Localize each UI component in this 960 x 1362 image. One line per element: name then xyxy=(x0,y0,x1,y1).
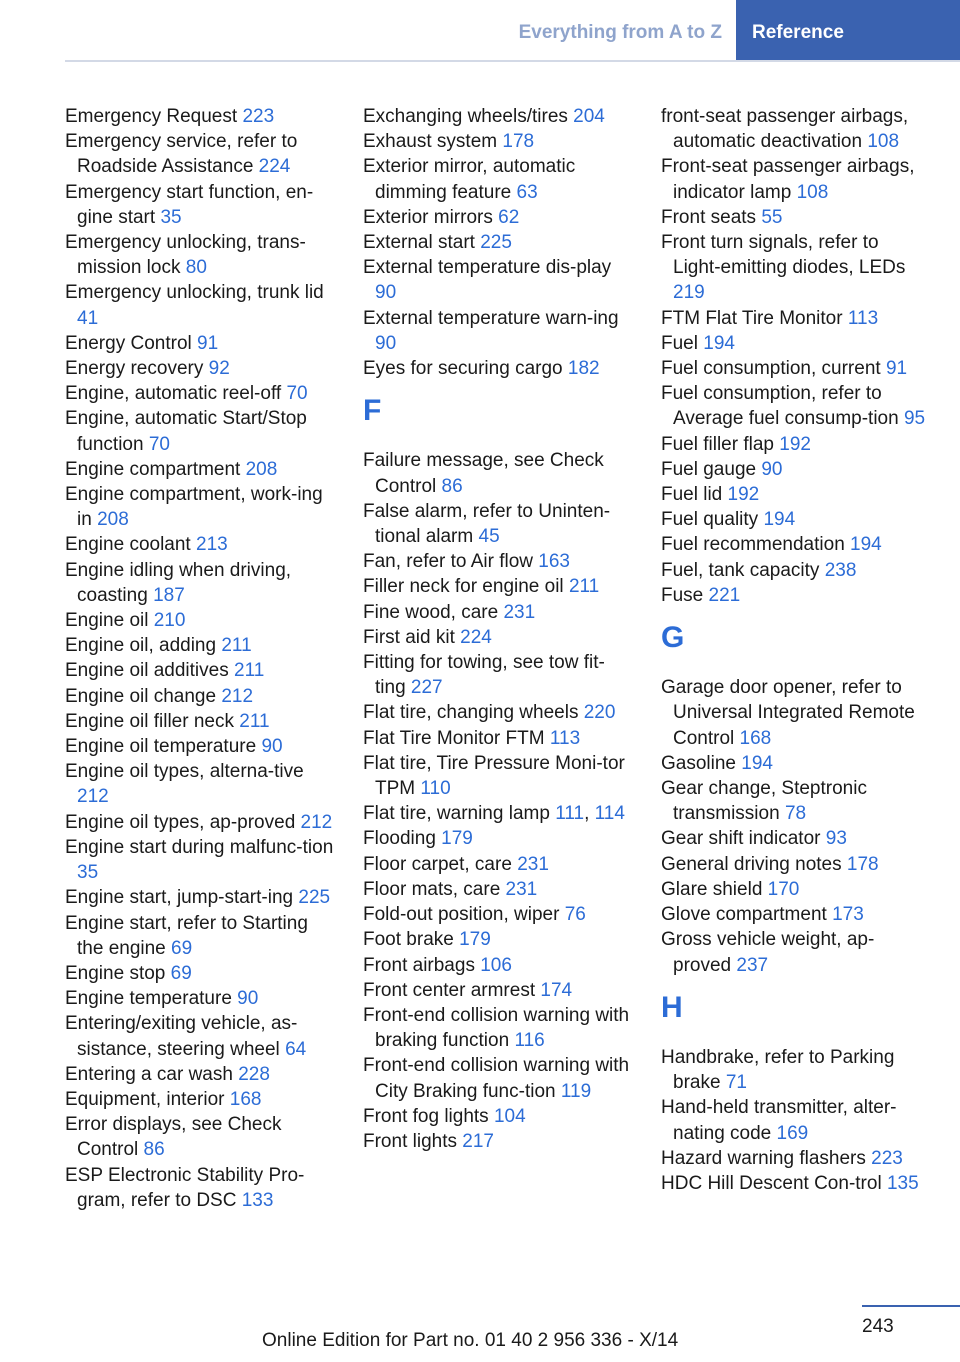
index-term: Front-end collision warning with braking function xyxy=(363,1004,630,1052)
footer-rule xyxy=(862,1305,960,1307)
index-entry xyxy=(65,482,335,532)
page-link[interactable]: 178 xyxy=(502,131,535,153)
index-term: FTM Flat Tire Monitor xyxy=(661,307,843,329)
page-link[interactable]: 228 xyxy=(238,1063,270,1085)
index-entry xyxy=(363,751,633,801)
index-entry xyxy=(363,574,633,599)
index-entry xyxy=(661,205,931,230)
page-link[interactable]: 62 xyxy=(498,206,520,228)
page-link[interactable]: 113 xyxy=(549,727,581,749)
page-link[interactable]: 80 xyxy=(185,257,207,279)
index-entry xyxy=(661,826,931,851)
page-link[interactable]: 111 xyxy=(555,803,585,825)
index-term: Fine wood, care xyxy=(363,601,499,623)
index-entry xyxy=(65,457,335,482)
index-term: Handbrake, refer to Parking brake xyxy=(661,1046,895,1094)
edition-footer: Online Edition for Part no. 01 40 2 956 336 - X/14 xyxy=(262,1330,679,1351)
index-term: Flat tire, warning lamp xyxy=(363,803,550,825)
index-entry xyxy=(661,902,931,927)
index-entry xyxy=(363,953,633,978)
page-link[interactable]: 224 xyxy=(460,626,492,648)
index-entry xyxy=(363,1053,633,1103)
index-entry xyxy=(65,1062,335,1087)
index-term: ESP Electronic Stability Pro-gram, refer to DSC xyxy=(65,1164,305,1211)
page-link[interactable]: 192 xyxy=(779,433,811,455)
page-link[interactable]: 35 xyxy=(77,862,99,884)
page-link[interactable]: 70 xyxy=(286,383,308,405)
index-term: Flat Tire Monitor FTM xyxy=(363,727,545,749)
index-term: Emergency unlocking, trunk lid xyxy=(65,282,324,304)
index-entry xyxy=(363,726,633,751)
page-link[interactable]: 212 xyxy=(221,685,254,707)
index-column-3 xyxy=(661,104,931,1196)
page-link[interactable]: 113 xyxy=(847,307,879,329)
index-entry xyxy=(65,684,335,709)
index-entry xyxy=(65,1163,335,1213)
index-term: Glare shield xyxy=(661,878,763,900)
page-link[interactable]: 70 xyxy=(148,433,170,455)
index-entry xyxy=(363,448,633,498)
page-link[interactable]: 110 xyxy=(420,778,451,800)
page-link[interactable]: 211 xyxy=(234,660,265,682)
page-link[interactable]: 220 xyxy=(583,702,616,724)
index-term: Front-end collision warning with City Braking func-tion xyxy=(363,1055,630,1102)
index-entry xyxy=(363,205,633,230)
index-term: Fuel quality xyxy=(661,509,759,531)
index-term: Fuse xyxy=(661,584,704,606)
page-link[interactable]: 86 xyxy=(441,475,463,497)
index-term: Emergency start function, en-gine start xyxy=(65,181,314,228)
page-link[interactable]: 64 xyxy=(285,1038,307,1060)
index-entry xyxy=(363,978,633,1003)
index-entry xyxy=(65,129,335,179)
index-term: Engine compartment xyxy=(65,458,241,480)
index-entry xyxy=(661,457,931,482)
page-link[interactable]: 179 xyxy=(441,828,473,850)
index-entry xyxy=(65,911,335,961)
page-link[interactable]: 55 xyxy=(761,206,783,228)
index-term: Engine, automatic Start/Stop function xyxy=(65,408,307,455)
page-link[interactable]: 90 xyxy=(237,988,259,1010)
index-entry xyxy=(363,356,633,381)
index-entry xyxy=(65,608,335,633)
page-link[interactable]: 173 xyxy=(832,904,864,926)
page-link[interactable]: 211 xyxy=(239,710,270,732)
index-entry xyxy=(661,1095,931,1145)
page-link[interactable]: 92 xyxy=(208,358,230,380)
page-link[interactable]: 178 xyxy=(846,853,879,875)
index-term: Fuel lid xyxy=(661,484,723,506)
index-entry xyxy=(363,927,633,952)
page-link[interactable]: 212 xyxy=(77,786,109,808)
page-link[interactable]: 69 xyxy=(170,962,192,984)
page-link[interactable]: 227 xyxy=(410,677,443,699)
index-term: Front airbags xyxy=(363,954,475,976)
index-entry xyxy=(65,180,335,230)
page-link[interactable]: 211 xyxy=(221,635,252,657)
page-link[interactable]: 213 xyxy=(196,534,228,556)
index-term: Front seats xyxy=(661,206,757,228)
index-term: Foot brake xyxy=(363,929,454,951)
page-link[interactable]: 45 xyxy=(478,526,500,548)
page-link[interactable]: 119 xyxy=(560,1080,592,1102)
index-entry xyxy=(363,154,633,204)
page-link[interactable]: 108 xyxy=(867,131,900,153)
index-entry: Flat tire, warning lamp 111, 114 xyxy=(363,803,625,825)
index-entry xyxy=(661,751,931,776)
page-link[interactable]: 114 xyxy=(594,803,625,825)
index-entry xyxy=(363,625,633,650)
page-link[interactable]: 238 xyxy=(824,559,857,581)
index-entry xyxy=(65,734,335,759)
index-term: Exterior mirrors xyxy=(363,206,493,228)
index-term: Failure message, see Check Control xyxy=(363,450,604,497)
page-link[interactable]: 217 xyxy=(462,1130,494,1152)
index-term: First aid kit xyxy=(363,626,455,648)
index-entry xyxy=(65,759,335,809)
index-term: Gross vehicle weight, ap-proved xyxy=(661,929,875,976)
index-entry xyxy=(65,381,335,406)
page-link[interactable]: 41 xyxy=(77,307,99,329)
index-term: Equipment, interior xyxy=(65,1088,225,1110)
index-entry xyxy=(65,810,335,835)
index-term: Engine oil temperature xyxy=(65,736,257,758)
chapter-tab[interactable]: Reference xyxy=(736,0,960,62)
index-term: Front turn signals, refer to Light-emitting diodes, LEDs xyxy=(661,232,906,279)
page-link[interactable]: 169 xyxy=(776,1122,809,1144)
index-term: Engine compartment, work-ing in xyxy=(65,484,323,531)
index-term: Error displays, see Check Control xyxy=(65,1114,282,1161)
page-link[interactable]: 231 xyxy=(503,601,536,623)
index-entry xyxy=(661,776,931,826)
page-link[interactable]: 90 xyxy=(761,458,783,480)
page-link[interactable]: 208 xyxy=(245,458,278,480)
index-term: Engine oil additives xyxy=(65,660,229,682)
index-entry xyxy=(661,927,931,977)
index-term: Emergency unlocking, trans-mission lock xyxy=(65,232,306,279)
index-entry xyxy=(661,306,931,331)
page-link[interactable]: 182 xyxy=(567,358,600,380)
page-link[interactable]: 192 xyxy=(727,484,760,506)
index-entry xyxy=(65,406,335,456)
page-link[interactable]: 225 xyxy=(298,887,331,909)
index-term: Flat tire, Tire Pressure Moni-tor TPM xyxy=(363,752,625,800)
index-entry xyxy=(661,583,931,608)
index-entry xyxy=(363,902,633,927)
index-term: Gear change, Steptronic transmission xyxy=(661,778,867,825)
index-entry xyxy=(661,432,931,457)
index-term: Exterior mirror, automatic dimming feature xyxy=(363,156,576,203)
page-link[interactable]: 194 xyxy=(741,752,773,774)
index-term: Engine oil types, alterna-tive xyxy=(65,761,304,783)
page-link[interactable]: 174 xyxy=(540,979,573,1001)
index-term: Fuel filler flap xyxy=(661,433,774,455)
page-link[interactable]: 187 xyxy=(153,584,185,606)
index-entry xyxy=(661,558,931,583)
index-term: Energy recovery xyxy=(65,358,204,380)
index-entry xyxy=(65,280,335,330)
index-term: Entering a car wash xyxy=(65,1063,233,1085)
index-entry xyxy=(661,381,931,431)
page-link[interactable]: 91 xyxy=(197,332,219,354)
page-link[interactable]: 86 xyxy=(143,1139,165,1161)
index-term: Engine oil xyxy=(65,610,149,632)
page-number: 243 xyxy=(862,1316,894,1337)
index-term: Fuel gauge xyxy=(661,458,757,480)
index-term: Engine start, refer to Starting the engine xyxy=(65,912,308,959)
page-link[interactable]: 210 xyxy=(153,610,186,632)
page-link[interactable]: 106 xyxy=(480,954,512,976)
index-entry xyxy=(363,600,633,625)
page-header xyxy=(0,0,960,62)
section-title: Everything from A to Z xyxy=(518,22,722,43)
index-entry xyxy=(65,709,335,734)
index-entry xyxy=(363,255,633,305)
index-term: Fuel consumption, refer to Average fuel consump-tion xyxy=(661,383,899,430)
page-link[interactable]: 108 xyxy=(796,181,829,203)
index-entry xyxy=(65,835,335,885)
index-entry xyxy=(65,986,335,1011)
index-column-1 xyxy=(65,104,335,1213)
index-entry xyxy=(363,129,633,154)
page-link[interactable]: 95 xyxy=(903,408,926,430)
index-entry xyxy=(363,1003,633,1053)
index-term: Energy Control xyxy=(65,332,192,354)
page-link[interactable]: 237 xyxy=(736,954,769,976)
index-entry xyxy=(363,230,633,255)
page-link[interactable]: 90 xyxy=(261,736,283,758)
page-link[interactable]: 211 xyxy=(568,576,600,598)
index-term: Front-seat passenger airbags, indicator lamp xyxy=(661,156,915,203)
index-entry xyxy=(661,154,931,204)
index-term: Floor carpet, care xyxy=(363,853,512,875)
index-entry xyxy=(661,877,931,902)
header-rule xyxy=(65,60,960,62)
index-entry xyxy=(661,482,931,507)
index-term: Gasoline xyxy=(661,752,736,774)
index-term: front-seat passenger airbags, automatic deactivation xyxy=(661,106,909,153)
index-entry xyxy=(661,1171,931,1196)
page-link[interactable]: 116 xyxy=(514,1030,545,1052)
index-term: Flooding xyxy=(363,828,436,850)
index-term: General driving notes xyxy=(661,853,842,875)
page-link[interactable]: 194 xyxy=(850,534,882,556)
index-entry xyxy=(661,230,931,306)
index-term: Emergency Request xyxy=(65,106,238,127)
index-entry xyxy=(661,1146,931,1171)
index-term: Emergency service, refer to Roadside Assistance xyxy=(65,131,298,178)
index-letter-heading: G xyxy=(661,621,685,655)
index-letter-heading: F xyxy=(363,394,382,428)
page-link[interactable]: 163 xyxy=(538,551,570,573)
page-link[interactable]: 69 xyxy=(171,937,193,959)
index-entry xyxy=(363,1129,633,1154)
index-entry xyxy=(661,104,931,154)
index-term: Fuel xyxy=(661,332,698,354)
index-term: External start xyxy=(363,232,475,254)
index-term: Engine, automatic reel-off xyxy=(65,383,282,405)
index-entry xyxy=(65,558,335,608)
index-term: External temperature warn-ing xyxy=(363,307,619,329)
index-term: Hazard warning flashers xyxy=(661,1147,866,1169)
index-entry xyxy=(65,1087,335,1112)
index-term: Front lights xyxy=(363,1130,457,1152)
index-term: Fan, refer to Air flow xyxy=(363,551,534,573)
index-term: Hand-held transmitter, alter-nating code xyxy=(661,1097,897,1144)
index-entry xyxy=(661,331,931,356)
index-entry xyxy=(363,700,633,725)
index-entry xyxy=(65,331,335,356)
page-link[interactable]: 194 xyxy=(763,509,796,531)
index-term: Fuel consumption, current xyxy=(661,358,881,380)
index-term: Fitting for towing, see tow fit-ting xyxy=(363,652,605,699)
index-term: Engine oil types, ap-proved xyxy=(65,811,296,833)
page-link[interactable]: 133 xyxy=(241,1189,274,1211)
index-term: Engine oil filler neck xyxy=(65,710,234,732)
page-link[interactable]: 224 xyxy=(258,156,291,178)
index-entry xyxy=(65,885,335,910)
page-link[interactable]: 91 xyxy=(885,358,908,380)
page-link[interactable]: 221 xyxy=(708,584,741,606)
index-entry xyxy=(65,658,335,683)
index-term: Fold-out position, wiper xyxy=(363,904,560,926)
index-term: Garage door opener, refer to Universal Integrated Remote Control xyxy=(661,677,915,749)
index-entry xyxy=(65,633,335,658)
page-link[interactable]: 168 xyxy=(739,727,772,749)
index-term: Engine start, jump-start-ing xyxy=(65,887,294,909)
index-entry xyxy=(661,356,931,381)
page-link[interactable]: 90 xyxy=(375,282,397,304)
index-entry xyxy=(363,852,633,877)
page-link[interactable]: 35 xyxy=(160,206,182,228)
index-term: Glove compartment xyxy=(661,904,827,926)
page-link[interactable]: 78 xyxy=(784,803,807,825)
index-entry xyxy=(661,852,931,877)
index-entry xyxy=(661,507,931,532)
page-link[interactable]: 76 xyxy=(564,904,586,926)
index-term: Floor mats, care xyxy=(363,878,501,900)
index-entry xyxy=(65,104,335,129)
index-term: Flat tire, changing wheels xyxy=(363,702,579,724)
index-entry xyxy=(661,532,931,557)
index-term: Engine oil change xyxy=(65,685,217,707)
index-term: False alarm, refer to Uninten-tional alarm xyxy=(363,500,611,548)
page-link[interactable]: 90 xyxy=(375,332,397,354)
page-link[interactable]: 135 xyxy=(886,1172,919,1194)
index-term: Eyes for securing cargo xyxy=(363,358,563,380)
index-entry xyxy=(661,675,931,751)
index-term: Fuel recommendation xyxy=(661,534,845,556)
index-term: Front fog lights xyxy=(363,1105,489,1127)
page-link[interactable]: 179 xyxy=(459,929,491,951)
index-entry xyxy=(363,549,633,574)
index-term: Engine start during malfunc-tion xyxy=(65,836,334,858)
page-link[interactable]: 208 xyxy=(97,509,129,531)
index-entry xyxy=(65,356,335,381)
index-entry xyxy=(363,499,633,549)
page-link[interactable]: 212 xyxy=(300,811,333,833)
page-link[interactable]: 231 xyxy=(517,853,549,875)
index-entry xyxy=(65,230,335,280)
index-entry xyxy=(65,1011,335,1061)
index-entry xyxy=(363,877,633,902)
index-entry xyxy=(65,532,335,557)
page-link[interactable]: 93 xyxy=(825,828,847,850)
index-column-2 xyxy=(363,104,633,1154)
page-link[interactable]: 223 xyxy=(242,106,275,127)
index-entry xyxy=(363,826,633,851)
page-link[interactable]: 223 xyxy=(871,1147,903,1169)
page-link[interactable]: 231 xyxy=(505,878,538,900)
index-term: Fuel, tank capacity xyxy=(661,559,820,581)
index-entry xyxy=(65,1112,335,1162)
page-link[interactable]: 168 xyxy=(229,1088,262,1110)
page-link[interactable]: 63 xyxy=(516,181,538,203)
page-link[interactable]: 170 xyxy=(767,878,800,900)
page-link[interactable]: 194 xyxy=(703,332,735,354)
index-term: Engine oil, adding xyxy=(65,635,217,657)
index-term: Exchanging wheels/tires xyxy=(363,106,568,127)
index-entry xyxy=(363,104,633,129)
index-term: Entering/exiting vehicle, as-sistance, steering wheel xyxy=(65,1013,298,1060)
page-link[interactable]: 204 xyxy=(573,106,605,127)
index-entry xyxy=(661,1045,931,1095)
index-term: Exhaust system xyxy=(363,131,498,153)
page-link[interactable]: 225 xyxy=(480,232,512,254)
index-term: Engine idling when driving, coasting xyxy=(65,559,292,606)
index-term: Engine stop xyxy=(65,962,166,984)
index-entry xyxy=(65,961,335,986)
page-link[interactable]: 219 xyxy=(673,282,705,304)
index-term: External temperature dis-play xyxy=(363,257,612,279)
index-term: Gear shift indicator xyxy=(661,828,821,850)
page-link[interactable]: 71 xyxy=(725,1072,747,1094)
index-entry xyxy=(363,1104,633,1129)
index-term: Front center armrest xyxy=(363,979,536,1001)
index-entry xyxy=(363,650,633,700)
page-link[interactable]: 104 xyxy=(493,1105,526,1127)
index-term: Filler neck for engine oil xyxy=(363,576,564,598)
index-letter-heading: H xyxy=(661,990,683,1024)
index-term: Engine temperature xyxy=(65,988,232,1010)
index-term: Engine coolant xyxy=(65,534,191,556)
index-entry xyxy=(363,306,633,356)
index-term: HDC Hill Descent Con-trol xyxy=(661,1172,882,1194)
